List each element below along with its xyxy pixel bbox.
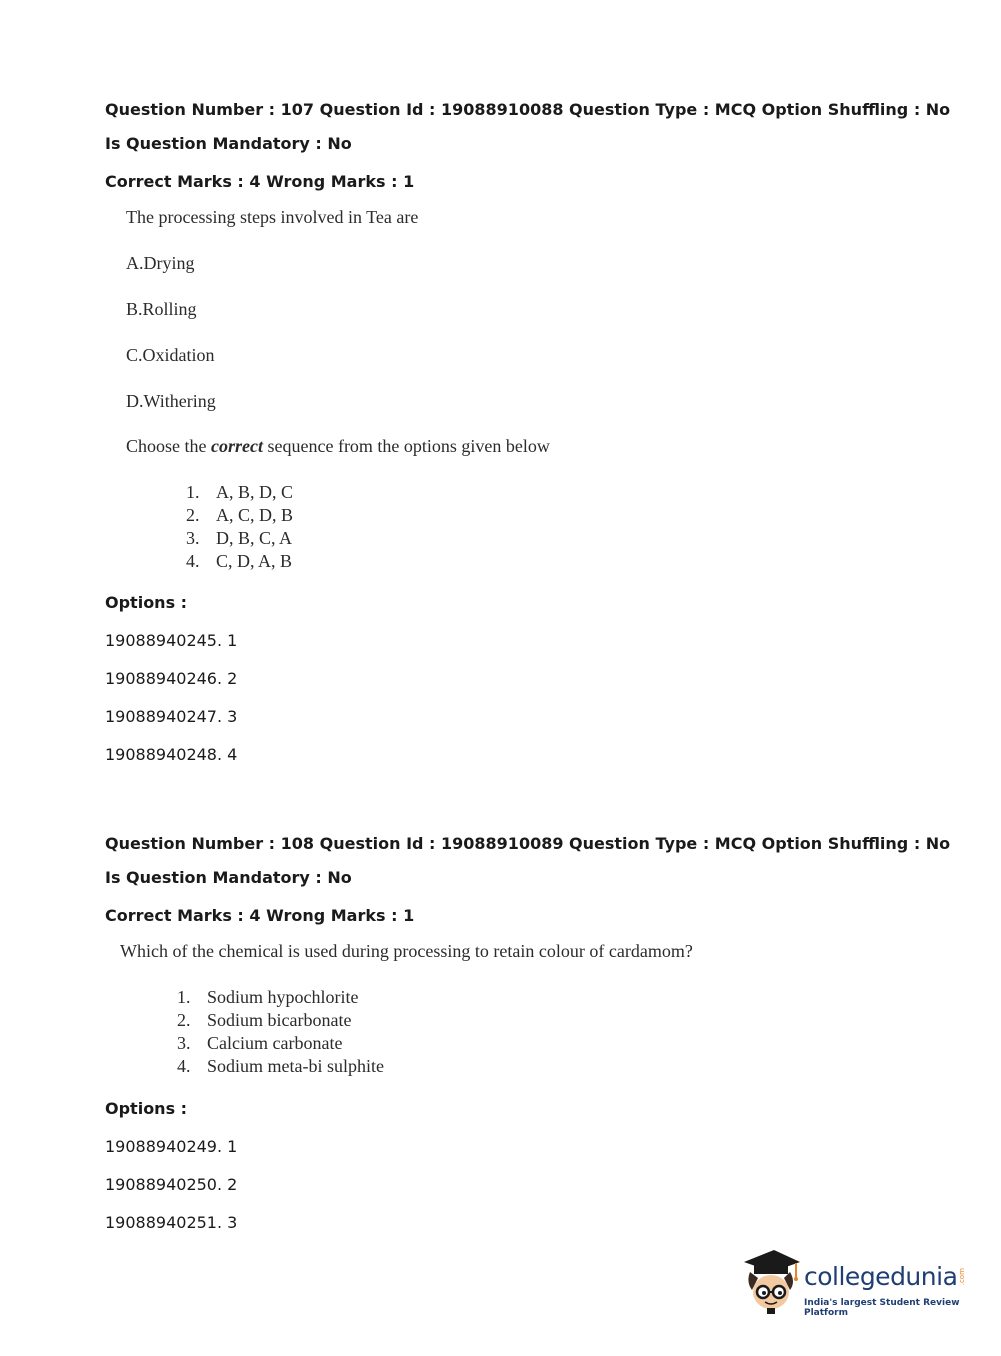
answer-text: A, B, D, C (216, 482, 294, 502)
answer-text: Sodium hypochlorite (207, 987, 359, 1007)
logo-domain-suffix: .com (958, 1268, 966, 1286)
process-step-item: B.Rolling (126, 299, 197, 319)
option-id-line: 19088940250. 2 (105, 1175, 238, 1194)
option-id-line: 19088940248. 4 (105, 745, 238, 764)
answer-number: 2. (186, 505, 200, 525)
question-body (120, 940, 965, 1078)
answer-item (186, 550, 965, 573)
answer-text: D, B, C, A (216, 528, 293, 548)
answer-item (186, 527, 965, 550)
answer-item (177, 986, 965, 1009)
question-108 (105, 834, 965, 1251)
answer-number: 2. (177, 1010, 191, 1030)
answer-item (177, 1055, 965, 1078)
answer-text: Calcium carbonate (207, 1033, 343, 1053)
answer-number: 4. (177, 1056, 191, 1076)
answer-number: 4. (186, 551, 200, 571)
answer-text: A, C, D, B (216, 505, 294, 525)
process-step-item: A.Drying (126, 253, 195, 273)
option-id-line: 19088940246. 2 (105, 669, 238, 688)
question-marks-line: Correct Marks : 4 Wrong Marks : 1 (105, 172, 415, 191)
question-marks-line: Correct Marks : 4 Wrong Marks : 1 (105, 906, 415, 925)
answer-item (177, 1009, 965, 1032)
answer-item (186, 504, 965, 527)
option-id-line: 19088940249. 1 (105, 1137, 238, 1156)
answer-text: C, D, A, B (216, 551, 293, 571)
option-id-line: 19088940245. 1 (105, 631, 238, 650)
question-stem: The processing steps involved in Tea are (126, 207, 419, 227)
options-heading: Options : (105, 1099, 188, 1118)
choose-text-pre: Choose the (126, 436, 211, 456)
question-meta-line: Question Number : 107 Question Id : 19088910088 Question Type : MCQ Option Shuffling : No (105, 100, 951, 119)
process-step-item: D.Withering (126, 391, 216, 411)
question-mandatory-line: Is Question Mandatory : No (105, 134, 352, 153)
answer-list (120, 986, 965, 1078)
collegedunia-logo (740, 1248, 970, 1318)
answer-number: 3. (186, 528, 200, 548)
answer-item (177, 1032, 965, 1055)
process-step-item: C.Oxidation (126, 345, 215, 365)
question-meta-line: Question Number : 108 Question Id : 19088910089 Question Type : MCQ Option Shuffling : No (105, 834, 951, 853)
question-stem: Which of the chemical is used during processing to retain colour of cardamom? (120, 941, 693, 961)
mascot-icon (740, 1248, 802, 1318)
answer-number: 1. (177, 987, 191, 1007)
answer-text: Sodium bicarbonate (207, 1010, 352, 1030)
answer-text: Sodium meta-bi sulphite (207, 1056, 384, 1076)
choose-text-emphasis: correct (211, 436, 263, 456)
answer-number: 3. (177, 1033, 191, 1053)
choose-instruction (126, 436, 965, 457)
question-body (126, 206, 965, 573)
question-107 (105, 100, 965, 783)
option-id-line: 19088940247. 3 (105, 707, 238, 726)
answer-item (186, 481, 965, 504)
question-mandatory-line: Is Question Mandatory : No (105, 868, 352, 887)
option-id-line: 19088940251. 3 (105, 1213, 238, 1232)
options-heading: Options : (105, 593, 188, 612)
answer-list (126, 481, 965, 573)
choose-text-post: sequence from the options given below (262, 436, 550, 456)
logo-tagline: India's largest Student Review Platform (804, 1298, 960, 1318)
answer-number: 1. (186, 482, 200, 502)
logo-wordmark: collegedunia (804, 1262, 958, 1291)
